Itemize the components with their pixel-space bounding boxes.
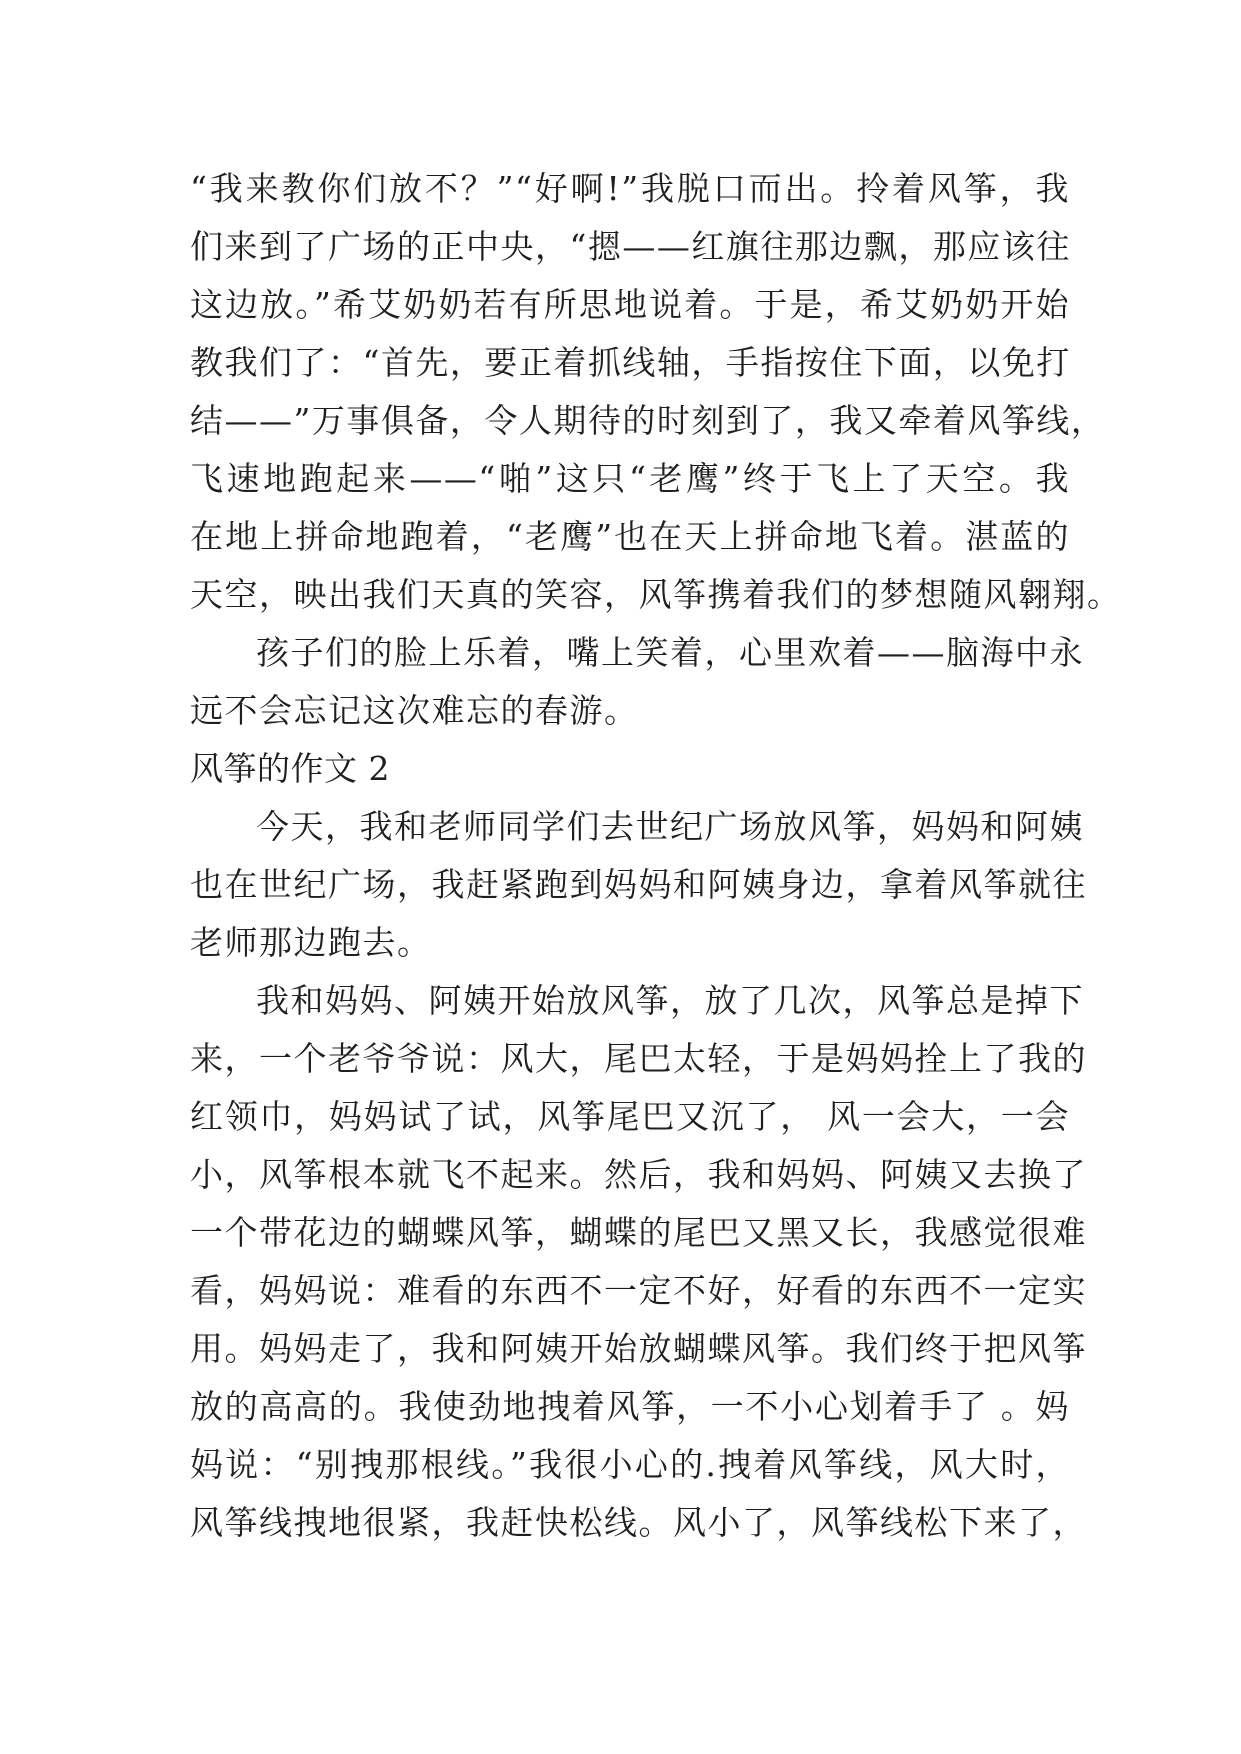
- text-line: 风筝线拽地很紧，我赶快松线。风小了，风筝线松下来了，: [190, 1503, 1087, 1542]
- text-line: 小，风筝根本就飞不起来。然后，我和妈妈、阿姨又去换了: [190, 1155, 1087, 1194]
- article-body: [190, 160, 1122, 1552]
- text-line: 老师那边跑去。: [190, 923, 432, 962]
- text-line: 结——”万事俱备，令人期待的时刻到了，我又牵着风筝线，: [190, 401, 1106, 440]
- text-line: 孩子们的脸上乐着，嘴上笑着，心里欢着——脑海中永: [256, 633, 1084, 672]
- text-line: 们来到了广场的正中央，“摁——红旗往那边飘，那应该往: [190, 227, 1071, 266]
- text-line: 天空，映出我们天真的笑容，风筝携着我们的梦想随风翱翔。: [190, 575, 1122, 614]
- text-line: 我和妈妈、阿姨开始放风筝，放了几次，风筝总是掉下: [256, 981, 1084, 1020]
- text-line: 来，一个老爷爷说：风大，尾巴太轻，于是妈妈拴上了我的: [190, 1039, 1087, 1078]
- text-line: 放的高高的。我使劲地拽着风筝，一不小心划着手了 。妈: [190, 1387, 1070, 1426]
- text-line: 也在世纪广场，我赶紧跑到妈妈和阿姨身边，拿着风筝就往: [190, 865, 1087, 904]
- text-line: 远不会忘记这次难忘的春游。: [190, 691, 639, 730]
- text-line: 看，妈妈说：难看的东西不一定不好，好看的东西不一定实: [190, 1271, 1087, 1310]
- text-line: 今天，我和老师同学们去世纪广场放风筝，妈妈和阿姨: [256, 807, 1084, 846]
- text-line: 飞速地跑起来——“啪”这只“老鹰”终于飞上了天空。我: [190, 459, 1070, 498]
- text-line: 妈说：“别拽那根线。”我很小心的.拽着风筝线，风大时，: [190, 1445, 1070, 1484]
- text-line: “我来教你们放不？”“好啊!”我脱口而出。拎着风筝，我: [190, 169, 1070, 208]
- text-line: 教我们了：“首先，要正着抓线轴，手指按住下面，以免打: [190, 343, 1071, 382]
- text-line: 一个带花边的蝴蝶风筝，蝴蝶的尾巴又黑又长，我感觉很难: [190, 1213, 1087, 1252]
- text-line: 红领巾，妈妈试了试，风筝尾巴又沉了， 风一会大，一会: [190, 1097, 1070, 1136]
- text-line: 这边放。”希艾奶奶若有所思地说着。于是，希艾奶奶开始: [190, 285, 1070, 324]
- section-heading: 风筝的作文 2: [190, 749, 390, 788]
- text-line: 在地上拼命地跑着，“老鹰”也在天上拼命地飞着。湛蓝的: [190, 517, 1070, 556]
- text-line: 用。妈妈走了，我和阿姨开始放蝴蝶风筝。我们终于把风筝: [190, 1329, 1087, 1368]
